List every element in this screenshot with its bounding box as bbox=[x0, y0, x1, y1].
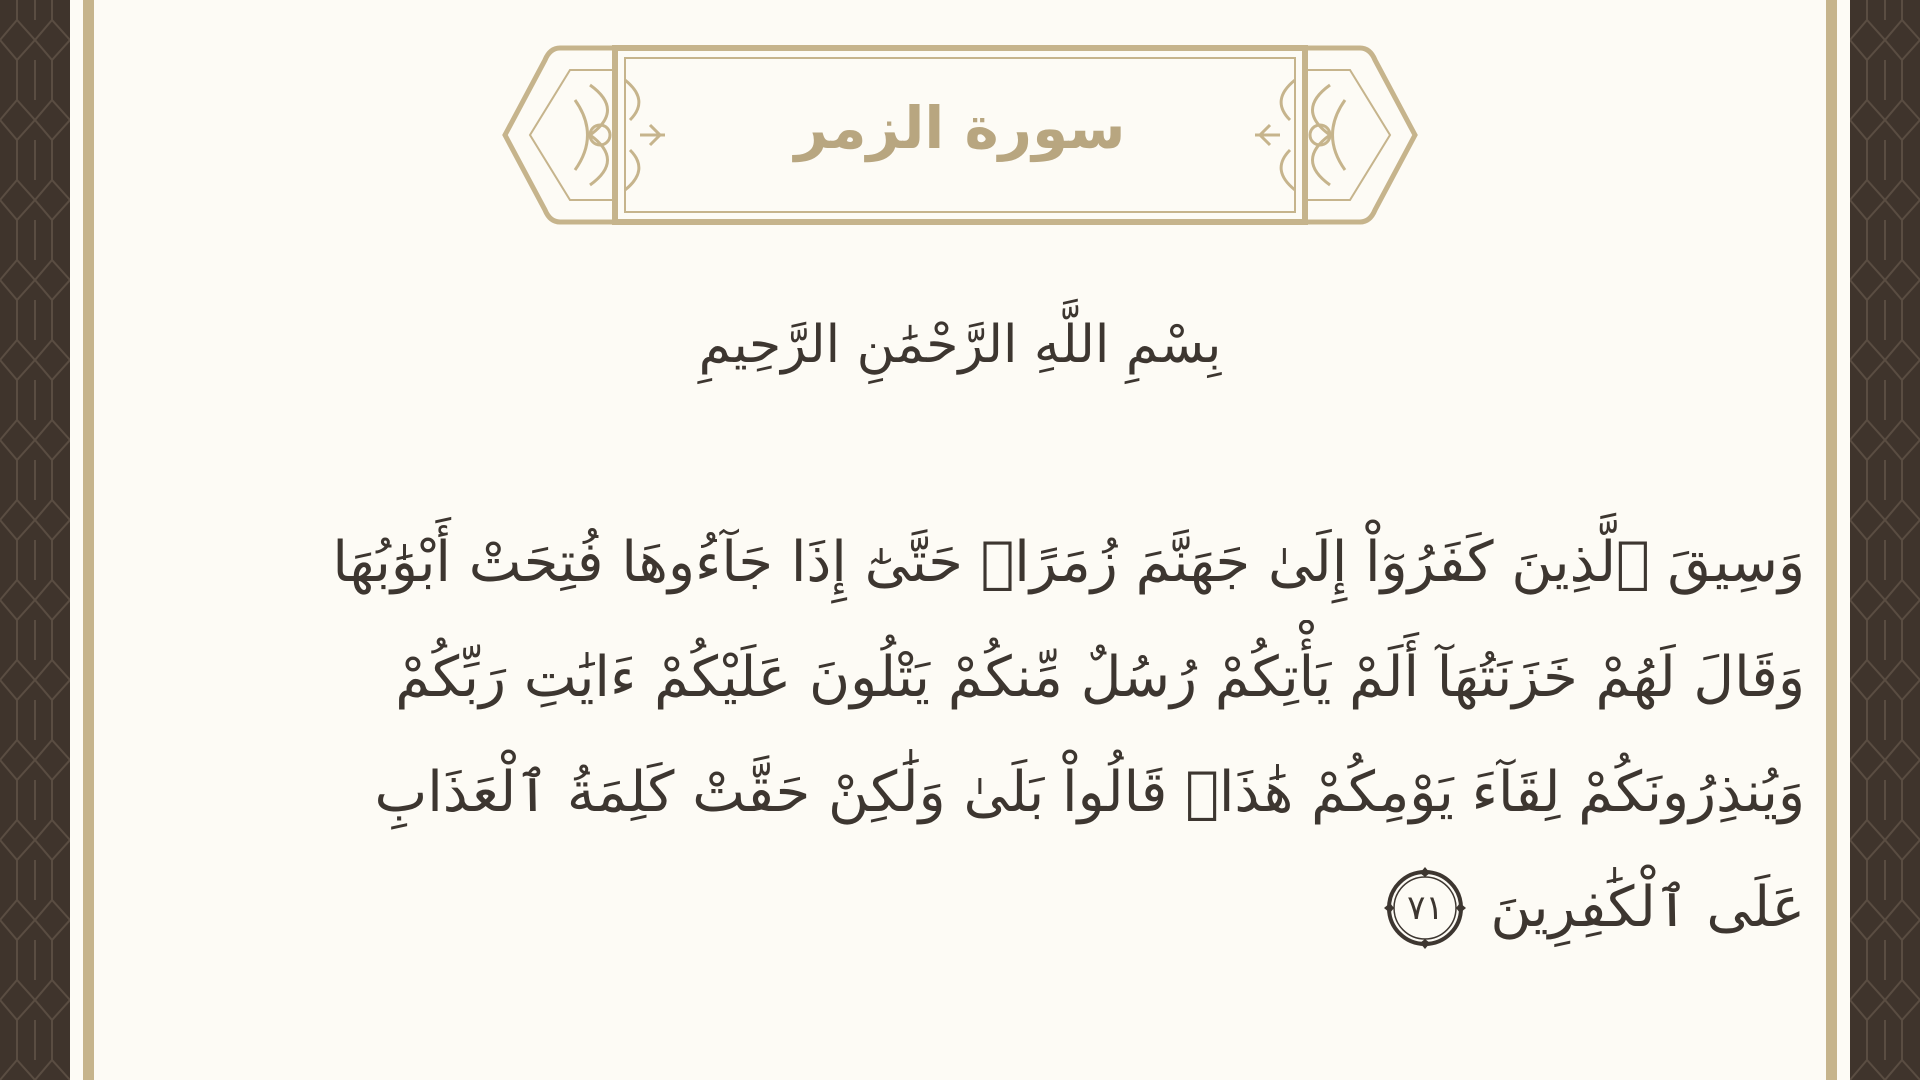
verse-block bbox=[170, 505, 1805, 965]
verse-line: وَيُنذِرُونَكُمْ لِقَآءَ يَوْمِكُمْ هَٰذَاۚ قَالُواْ بَلَىٰ وَلَٰكِنْ حَقَّتْ كَلِمَةُ ٱلْعَذَابِ bbox=[374, 760, 1805, 825]
geometric-pattern-right bbox=[1850, 0, 1920, 1080]
verse-line-last bbox=[170, 850, 1805, 965]
left-gold-rule bbox=[83, 0, 94, 1080]
right-gold-rule bbox=[1826, 0, 1837, 1080]
surah-title: سورة الزمر bbox=[794, 94, 1126, 162]
surah-title-frame bbox=[500, 40, 1420, 230]
basmala: بِسْمِ اللَّهِ الرَّحْمَٰنِ الرَّحِيمِ bbox=[698, 315, 1222, 375]
geometric-pattern-left bbox=[0, 0, 70, 1080]
ayah-number: ٧١ bbox=[1407, 887, 1444, 928]
ayah-end-marker bbox=[1382, 865, 1468, 951]
verse-line: عَلَى ٱلْكَٰفِرِينَ bbox=[1490, 875, 1805, 940]
verse-line: وَسِيقَ ٱلَّذِينَ كَفَرُوٓاْ إِلَىٰ جَهَنَّمَ زُمَرًاۖ حَتَّىٰٓ إِذَا جَآءُوهَا فُتِحَتْ أَبْوَٰبُهَا bbox=[332, 530, 1805, 595]
right-ornament-panel bbox=[1850, 0, 1920, 1080]
verse-line: وَقَالَ لَهُمْ خَزَنَتُهَآ أَلَمْ يَأْتِكُمْ رُسُلٌ مِّنكُمْ يَتْلُونَ عَلَيْكُمْ ءَايَٰتِ رَبِّكُمْ bbox=[395, 645, 1805, 710]
left-ornament-panel bbox=[0, 0, 70, 1080]
